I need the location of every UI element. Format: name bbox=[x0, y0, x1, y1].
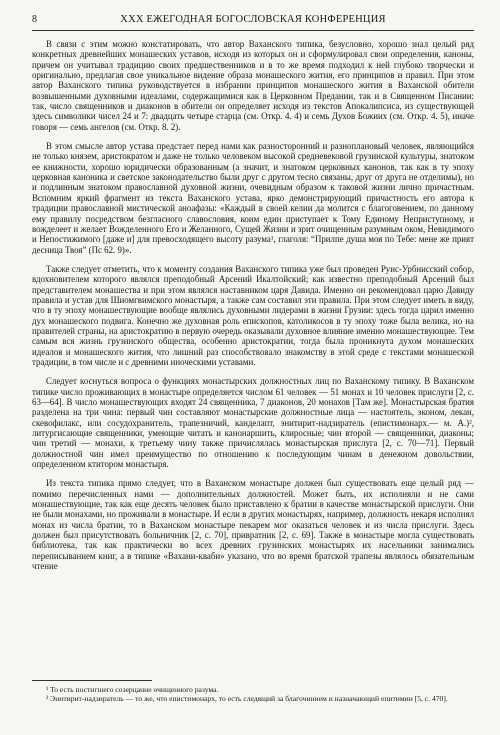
body-text bbox=[32, 39, 474, 572]
footnote: ¹ То есть постигшего созерцание очищенного разума. bbox=[46, 685, 219, 694]
paragraph: Также следует отметить, что к моменту создания Ваханского типика уже был проведен Руис-Урбнисский собор, вдохновителем которого являлся преподобный Арсений Икалтойский; как известно преподобный Арсений был представителем монашества и при этом являлся наставником царя Давида. Именно он рекомендовал царю Давиду правила и устав для Шиомгвимского монастыря, а также сам составил эти правила. При этом следует иметь в виду, что в ту эпоху монашествующие вообще являлись духовными лидерами в жизни Грузии: здесь тогда царил именно дух монашеского подвига. Конечно же духовная роль епископов, католикосов в ту эпоху тоже была велика, но на правителей страны, на аристократию в первую очередь оказывали духовное влияние именно монашествующие. Тем самым вся жизнь грузинского общества, особенно аристократии, тогда была проникнута духом монашеских идеалов и монашеского жития, что лишний раз способствовало знакомству в этой среде с текстами монашеской традиции, в том числе и с древними иноческими уставами. bbox=[32, 263, 474, 367]
page-header bbox=[32, 14, 474, 31]
footnote: ² Энитирит-надзиратель — то же, что епистимонарх, то есть следящий за благочинием и назначающий епитимии [5, с. 470]. bbox=[46, 694, 448, 704]
page-number: 8 bbox=[32, 14, 37, 25]
footnote-rule bbox=[32, 680, 152, 681]
paragraph: Из текста типика прямо следует, что в Ваханском монастыре должен был существовать еще целый ряд — помимо перечисленных нами — дополнительных должностей. Может быть, их исполняли и не сами монашествующие, так как еще десять человек было приставлено к братии в качестве монастырской прислуги. Они не были монахами, но проживали в монастыре. И если в других монастырях, например, должность некаря исполнял монах из числа братии, то в Ваханском монастыре пекарем мог оказаться человек и из числа прислуги. Здесь должен был присутствовать больничник [2, с. 70], привратник [2, с. 69]. Также в монастыре могла существовать библиотека, так как практически во всех древних грузинских монастырях их насельники занимались переписыванием книг, а в типике «Вахани-кваби» указано, что во время братской трапезы являлось обязательным чтение bbox=[32, 478, 474, 572]
paragraph: В связи с этим можно констатировать, что автор Ваханского типика, безусловно, хорошо знал целый ряд конкретных древнейших монашеских уставов, исходя из которых он и сформулировал свои определения, каноны, причем он учитывал традицию своих предшественников и в то же время подходил к ней глубоко творчески и оригинально, предлагая свое уникальное видение образа монашеского жития, его принципов и правил. При этом автор Ваханского типика руководствуется в избрании принципов монашеского жития в Ваханской обители возвышенными духовными идеалами, содержащимися как в Церковном Предании, так и в Священном Писании: так, число священников и диаконов в обители он определяет исходя из текстов Апокалипсиса, из существующей здесь символики чисел 24 и 7: двадцать четыре старца (см. Откр. 4. 4) и семь Духов Божиих (см. Откр. 4. 5), иначе говоря — семь ангелов (см. Откр. 8. 2). bbox=[32, 39, 474, 132]
paragraph: В этом смысле автор устава предстает перед нами как разносторонний и разноплановый человек, являющийся не только князем, аристократом и даже не только человеком высокой средневековой грузинской культуры, знатоком ее книжности, хорошо юридически образованным (а значит, и знатоком церковных канонов, так как в ту эпоху церковная каноника и светское законодательство были друг с другом тесно связаны, друг от друга не отделимы), но и подлинным знатоком православной духовной жизни, очевидным образом к таковой жизни лично причастным. Вспомним яркий фрагмент из текста Ваханского устава, ярко демонстрирующий причастность его автора к традиции православной мистической аноафазы: «Каждый в своей келии да молится с благоговением, по данному ему правилу посредством безгласного славословия, коим един приступает к Тому Единому Неприступному, и вожделеет и желает Вожделенного Его и Желанного, Сущей Жизни и зрит очищенным разумным оком, Невидимого и Непостижимого [даже и] для превосходящего высоту разума¹, глаголя: “Прилпе душа моя по Тебе: мене же прият десница Твоя” (Пс 62. 9)». bbox=[32, 141, 474, 255]
running-title: XXX ЕЖЕГОДНАЯ БОГОСЛОВСКАЯ КОНФЕРЕНЦИЯ bbox=[120, 14, 386, 25]
paragraph: Следует коснуться вопроса о функциях монастырских должностных лиц по Ваханскому типику. В Ваханском типике число проживающих в монастыре определяется числом 61 человек — 51 монах и 10 человек прислуги [2, с. 63—64]. В число монашествующих входят 24 священника, 7 диаконов, 20 монахов [Там же]. Монастырская братия разделена на три чина: первый чин составляют монастырские должностные лица — настоятель, эконом, лекан, скевофилакс, или сосудохранитель, трапезничий, канделапт, энитирит-надзиратель (епистимонарх.— м. А.)², литургисающие священники, умеющие читать и канонаршить, клиросные; чин второй — священники, диаконы; чин третий — монахи, к третьему чину также причислялась монастырская прислуга [2, с. 70—71]. Первый должностной чин имел преимущество по отношению к последующим чинам в денежном довольствии, определенном ктитором монастыря. bbox=[32, 376, 474, 470]
footnotes bbox=[32, 680, 474, 703]
